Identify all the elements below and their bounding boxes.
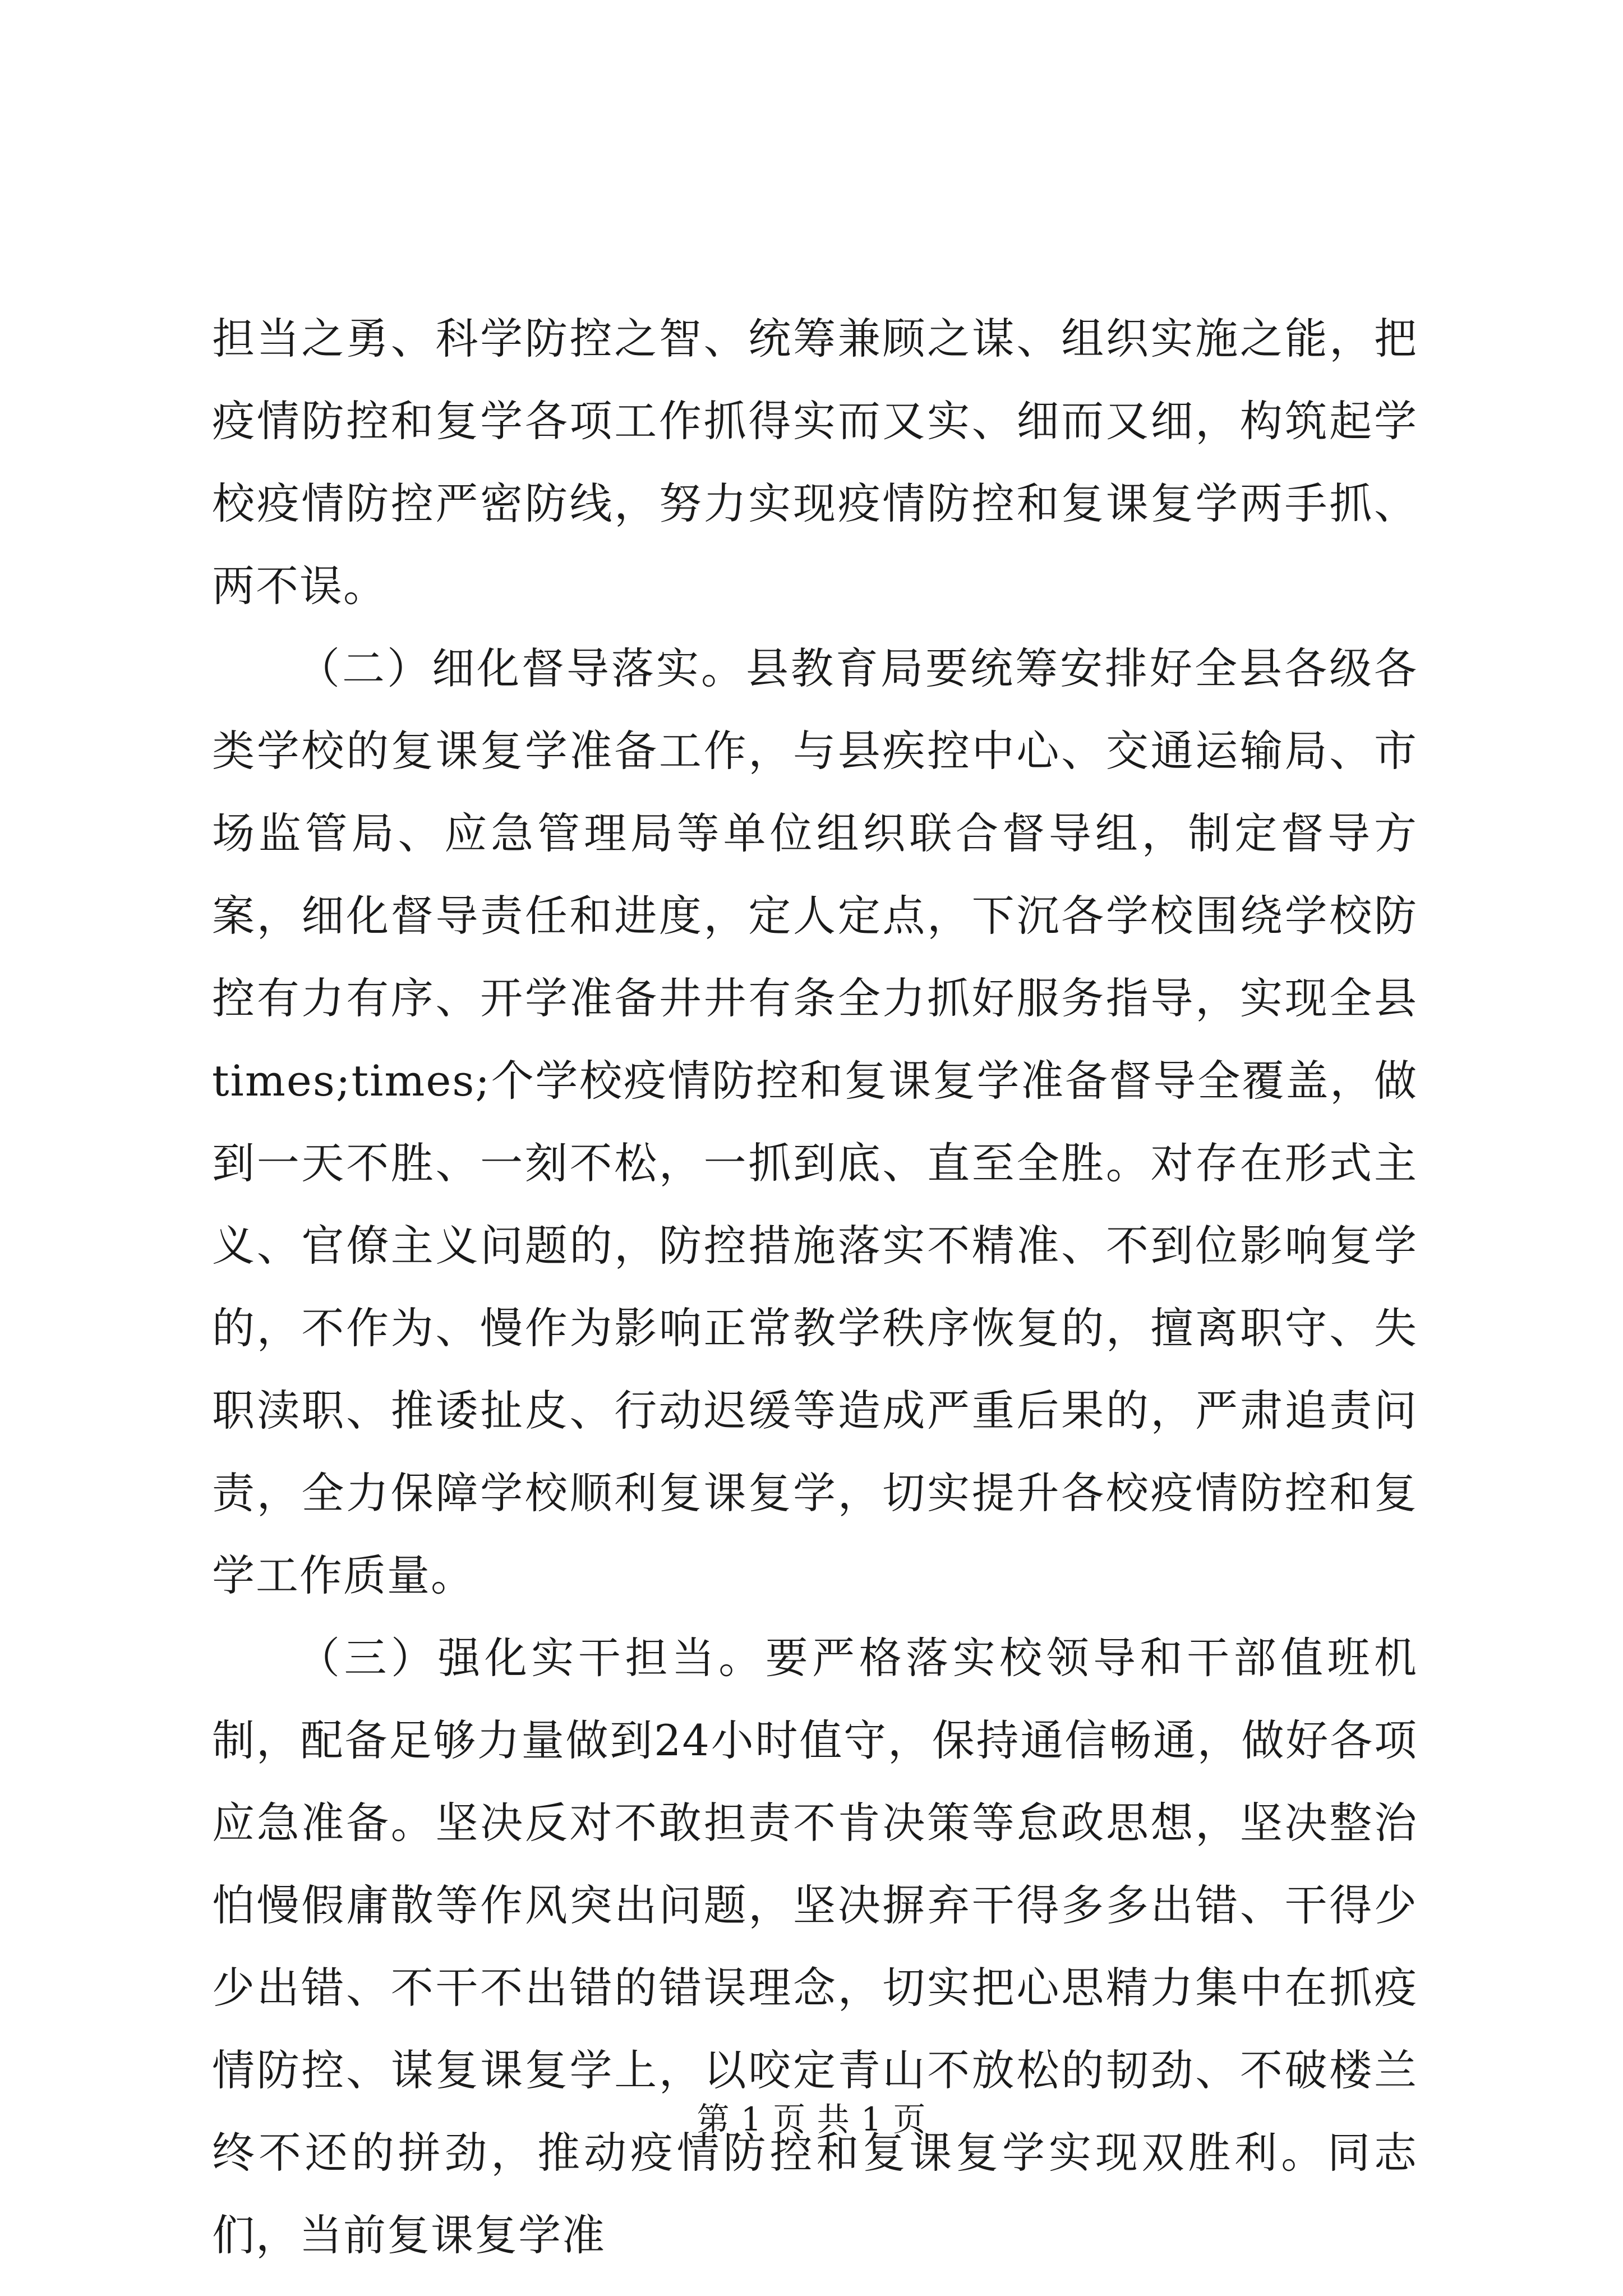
paragraph-section-three: （三）强化实干担当。要严格落实校领导和干部值班机制，配备足够力量做到24小时值守，保持通信畅通，做好各项应急准备。坚决反对不敢担责不肯决策等怠政思想，坚决整治怕慢假庸散等作风突出问题，坚决摒弃干得多多出错、干得少少出错、不干不出错的错误理念，切实把心思精力集中在抓疫情防控、谋复课复学上，以咬定青山不放松的韧劲、不破楼兰终不还的拼劲，推动疫情防控和复课复学实现双胜利。同志们，当前复课复学准	[212, 1633, 1418, 2260]
page-footer: 第 1 页 共 1 页	[697, 2100, 926, 2138]
paragraph-continuation: 担当之勇、科学防控之智、统筹兼顾之谋、组织实施之能，把疫情防控和复学各项工作抓得实而又实、细而又细，构筑起学校疫情防控严密防线，努力实现疫情防控和复课复学两手抓、两不误。	[212, 314, 1418, 611]
paragraph-section-two: （二）细化督导落实。县教育局要统筹安排好全县各级各类学校的复课复学准备工作，与县疾控中心、交通运输局、市场监管局、应急管理局等单位组织联合督导组，制定督导方案，细化督导责任和进度，定人定点，下沉各学校围绕学校防控有力有序、开学准备井井有条全力抓好服务指导，实现全县times;times;个学校疫情防控和复课复学准备督导全覆盖，做到一天不胜、一刻不松，一抓到底、直至全胜。对存在形式主义、官僚主义问题的，防控措施落实不精准、不到位影响复学的，不作为、慢作为影响正常教学秩序恢复的，擅离职守、失职渎职、推诿扯皮、行动迟缓等造成严重后果的，严肃追责问责，全力保障学校顺利复课复学，切实提升各校疫情防控和复学工作质量。	[212, 643, 1418, 1600]
document-body	[212, 297, 1418, 2276]
